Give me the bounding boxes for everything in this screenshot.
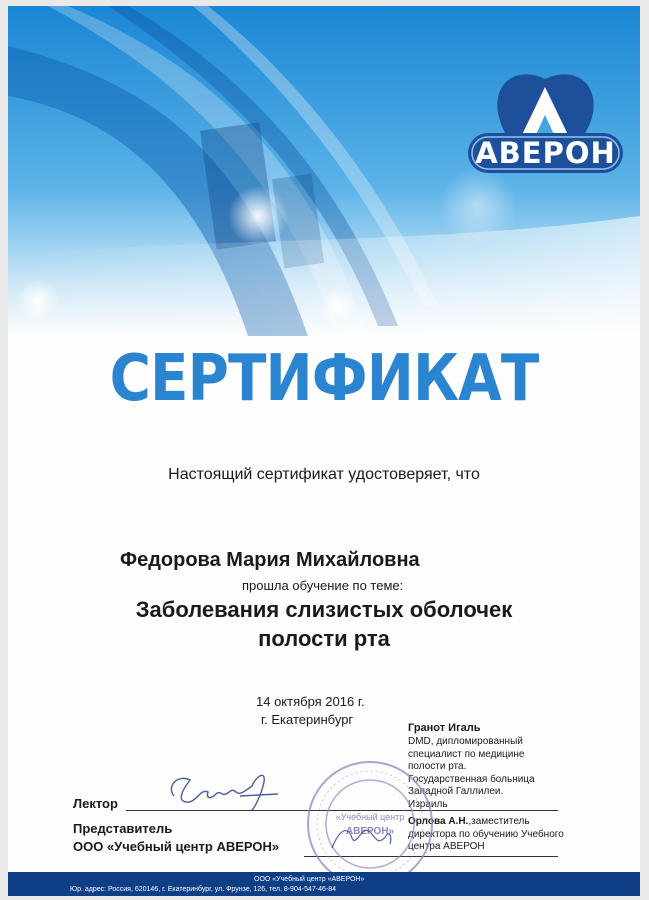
lecturer-detail-line: Израиль	[408, 798, 448, 810]
stamp-text-2: АВЕРОН»	[345, 826, 395, 837]
lecturer-detail-line: DMD, дипломированный	[408, 736, 523, 747]
lecturer-name: Гранот Игаль	[408, 722, 481, 734]
certificate-page	[8, 6, 640, 896]
certificate-title: СЕРТИФИКАТ	[109, 342, 539, 416]
representative-detail-line: центра АВЕРОН	[408, 841, 485, 852]
footer-line-2: Юр. адрес: Россия, 620146, г. Екатеринбург, ул. Фрунзе, 126, тел. 8-904-547-46-84	[70, 886, 336, 893]
lecturer-detail-line: Государственная больница	[408, 773, 535, 785]
footer-bar	[8, 872, 640, 896]
topic-line-1: Заболевания слизистых оболочек	[135, 597, 513, 622]
certificate-city: г. Екатеринбург	[261, 712, 354, 727]
representative-name: Орлова А.Н.	[408, 816, 469, 827]
representative-label-1: Представитель	[73, 821, 173, 836]
representative-title: ,заместитель	[468, 816, 530, 827]
recipient-name: Федорова Мария Михайловна	[120, 549, 420, 571]
lecturer-signature	[156, 766, 281, 816]
lecturer-detail-line: специалист по медицине	[408, 748, 525, 760]
lecturer-detail-line: полости рта.	[408, 761, 467, 772]
trained-on-label: прошла обучение по теме:	[242, 578, 404, 593]
certificate-date: 14 октября 2016 г.	[256, 694, 365, 709]
lecturer-detail-line: Западной Галлилеи.	[408, 786, 504, 797]
intro-text: Настоящий сертификат удостоверяет, что	[168, 466, 480, 483]
logo-text: АВЕРОН	[475, 136, 616, 170]
representative-signature	[326, 818, 396, 858]
topic-line-2: полости рта	[258, 626, 390, 651]
lecturer-label: Лектор	[73, 796, 118, 811]
stamp-text-1: «Учебный центр	[335, 812, 405, 822]
footer-line-1: ООО «Учебный центр «АВЕРОН»	[254, 876, 365, 883]
representative-label-2: ООО «Учебный центр АВЕРОН»	[73, 839, 280, 854]
averon-logo	[463, 61, 628, 179]
representative-detail-line: директора по обучению Учебного	[408, 828, 564, 840]
